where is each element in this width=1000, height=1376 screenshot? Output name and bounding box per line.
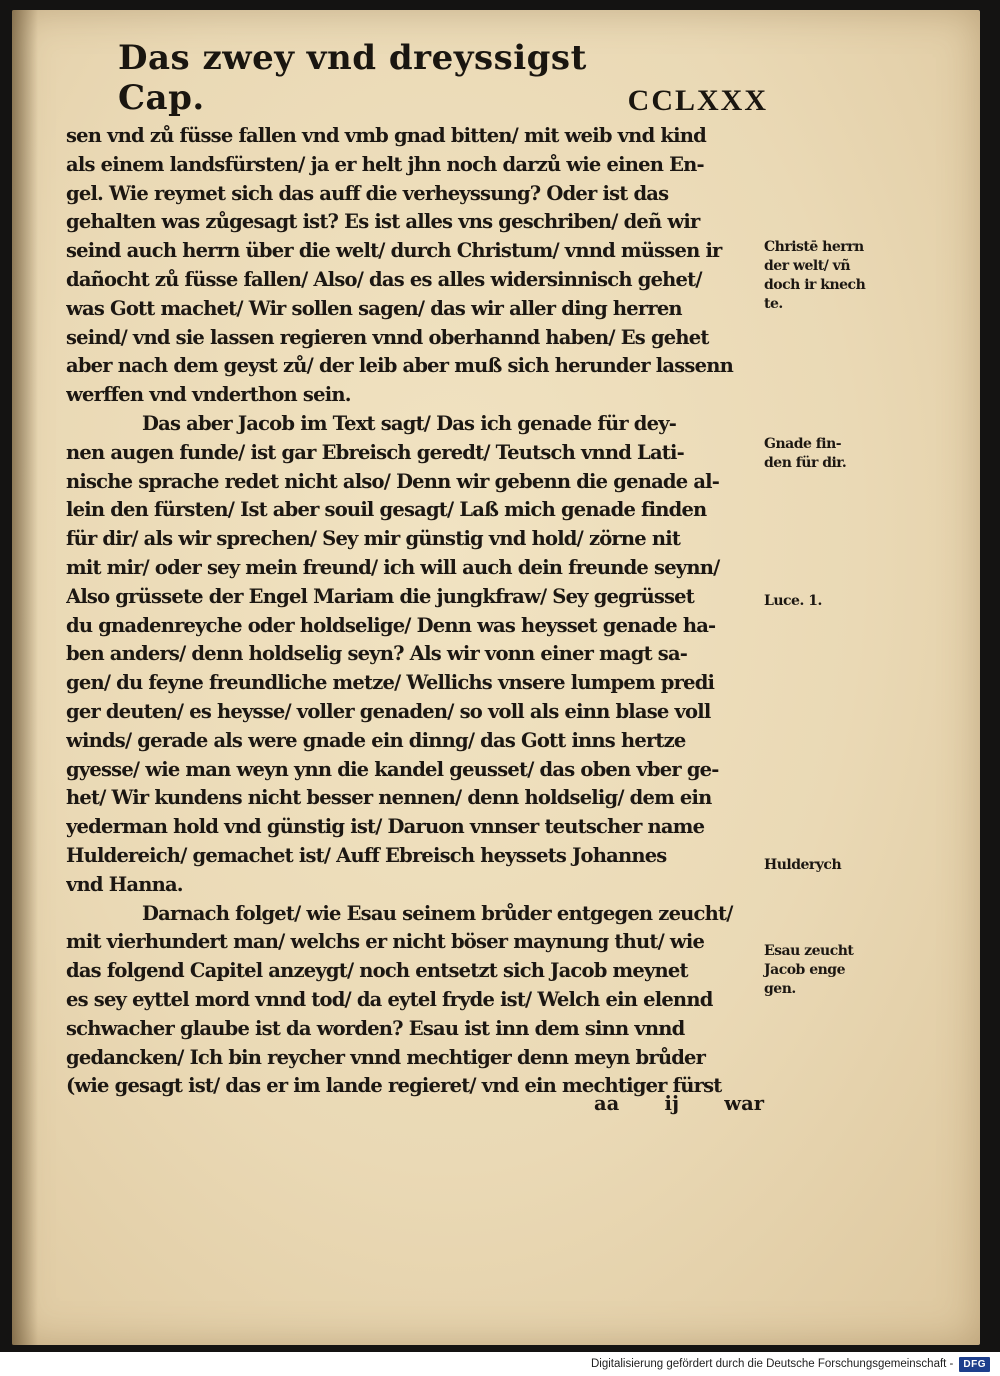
marginal-line: te. bbox=[764, 296, 783, 312]
text-line: ben anders/ denn holdselig seyn? Als wir vonn einer magt sa- bbox=[66, 642, 688, 666]
marginal-line: doch ir knech bbox=[764, 277, 866, 293]
text-line: Das aber Jacob im Text sagt/ Das ich genade für dey- bbox=[142, 411, 677, 435]
text-line: Also grüssete der Engel Mariam die jungkfraw/ Sey gegrüsset bbox=[66, 584, 694, 608]
text-line: dañocht zů füsse fallen/ Also/ das es alles widersinnisch gehet/ bbox=[66, 267, 702, 291]
text-line: Darnach folget/ wie Esau seinem brůder entgegen zeucht/ bbox=[142, 901, 733, 925]
text-line: als einem landsfürsten/ ja er helt jhn noch darzů wie einen En- bbox=[66, 152, 704, 176]
signature-mark: aa bbox=[594, 1092, 620, 1115]
marginal-line: Jacob enge bbox=[764, 962, 846, 978]
running-title: Das zwey vnd dreyssigst Cap. bbox=[118, 38, 587, 118]
text-line: gehalten was zůgesagt ist? Es ist alles vns geschriben/ deñ wir bbox=[66, 210, 700, 234]
text-line: winds/ gerade als were gnade ein dinng/ das Gott inns hertze bbox=[66, 728, 686, 752]
text-line: nische sprache redet nicht also/ Denn wir gebenn die genade al- bbox=[66, 469, 720, 493]
text-line: das folgend Capitel anzeygt/ noch entsetzt sich Jacob meynet bbox=[66, 959, 688, 983]
text-line: du gnadenreyche oder holdselige/ Denn was heysset genade ha- bbox=[66, 613, 716, 637]
catchword: war bbox=[724, 1092, 764, 1115]
marginal-line: den für dir. bbox=[764, 455, 847, 471]
text-line: mit vierhundert man/ welchs er nicht böser maynung thut/ wie bbox=[66, 930, 705, 954]
page-header bbox=[118, 38, 768, 118]
text-line: was Gott machet/ Wir sollen sagen/ das wir aller ding herren bbox=[66, 296, 682, 320]
marginal-note-luce bbox=[764, 592, 884, 611]
text-line: ger deuten/ es heysse/ voller genaden/ so voll als einn blase voll bbox=[66, 699, 711, 723]
catchline bbox=[594, 1092, 764, 1122]
text-line: gedancken/ Ich bin reycher vnnd mechtiger denn meyn brůder bbox=[66, 1045, 706, 1069]
text-line: mit mir/ oder sey mein freund/ ich will auch dein freunde seynn/ bbox=[66, 555, 720, 579]
marginal-note-christe bbox=[764, 238, 884, 314]
marginal-note-hulderych bbox=[764, 856, 884, 875]
text-line: lein den fürsten/ Ist aber souil gesagt/ Laß mich genade finden bbox=[66, 498, 707, 522]
signature-number: ij bbox=[664, 1092, 680, 1115]
text-line: (wie gesagt ist/ das er im lande regieret/ vnd ein mechtiger fürst bbox=[66, 1074, 722, 1098]
text-line: sen vnd zů füsse fallen vnd vmb gnad bitten/ mit weib vnd kind bbox=[66, 124, 706, 147]
marginal-line: Gnade fin- bbox=[764, 436, 842, 452]
marginal-line: Christē herrn bbox=[764, 239, 864, 255]
marginal-line: gen. bbox=[764, 981, 796, 997]
text-line: vnd Hanna. bbox=[66, 872, 183, 896]
text-line: gel. Wie reymet sich das auff die verheyssung? Oder ist das bbox=[66, 181, 669, 205]
funding-credit: Digitalisierung gefördert durch die Deutsche Forschungsgemeinschaft - bbox=[590, 1358, 954, 1370]
gutter-shadow bbox=[12, 10, 38, 1345]
text-line: werffen vnd vnderthon sein. bbox=[66, 383, 351, 407]
marginal-line: Esau zeucht bbox=[764, 943, 854, 959]
text-line: schwacher glaube ist da worden? Esau ist inn dem sinn vnnd bbox=[66, 1016, 685, 1040]
text-line: für dir/ als wir sprechen/ Sey mir günstig vnd hold/ zörne nit bbox=[66, 527, 681, 551]
text-line: seind/ vnd sie lassen regieren vnnd oberhannd haben/ Es gehet bbox=[66, 325, 709, 349]
folio-number: CCLXXX bbox=[627, 84, 768, 117]
text-line: nen augen funde/ ist gar Ebreisch geredt/ Teutsch vnnd Lati- bbox=[66, 440, 684, 464]
body-text bbox=[66, 122, 766, 1101]
text-line: gyesse/ wie man weyn ynn die kandel geusset/ das oben vber ge- bbox=[66, 757, 719, 781]
text-line: Huldereich/ gemachet ist/ Auff Ebreisch heyssets Johannes bbox=[66, 843, 667, 867]
text-line: es sey eyttel mord vnnd tod/ da eytel fryde ist/ Welch ein elennd bbox=[66, 987, 713, 1011]
text-line: aber nach dem geyst zů/ der leib aber muß sich herunder lassenn bbox=[66, 354, 733, 378]
dfg-logo: DFG bbox=[959, 1357, 990, 1372]
marginal-line: Hulderych bbox=[764, 857, 842, 873]
footer-bar bbox=[0, 1352, 1000, 1376]
marginal-line: Luce. 1. bbox=[764, 593, 822, 609]
marginal-note-esau bbox=[764, 942, 884, 999]
text-line: gen/ du feyne freundliche metze/ Wellichs vnsere lumpem predi bbox=[66, 671, 715, 695]
text-line: het/ Wir kundens nicht besser nennen/ denn holdselig/ dem ein bbox=[66, 786, 712, 810]
marginal-line: der welt/ vñ bbox=[764, 258, 850, 274]
text-line: yederman hold vnd günstig ist/ Daruon vnnser teutscher name bbox=[66, 815, 705, 839]
text-line: seind auch herrn über die welt/ durch Christum/ vnnd müssen ir bbox=[66, 239, 722, 263]
marginal-note-gnade bbox=[764, 435, 884, 473]
